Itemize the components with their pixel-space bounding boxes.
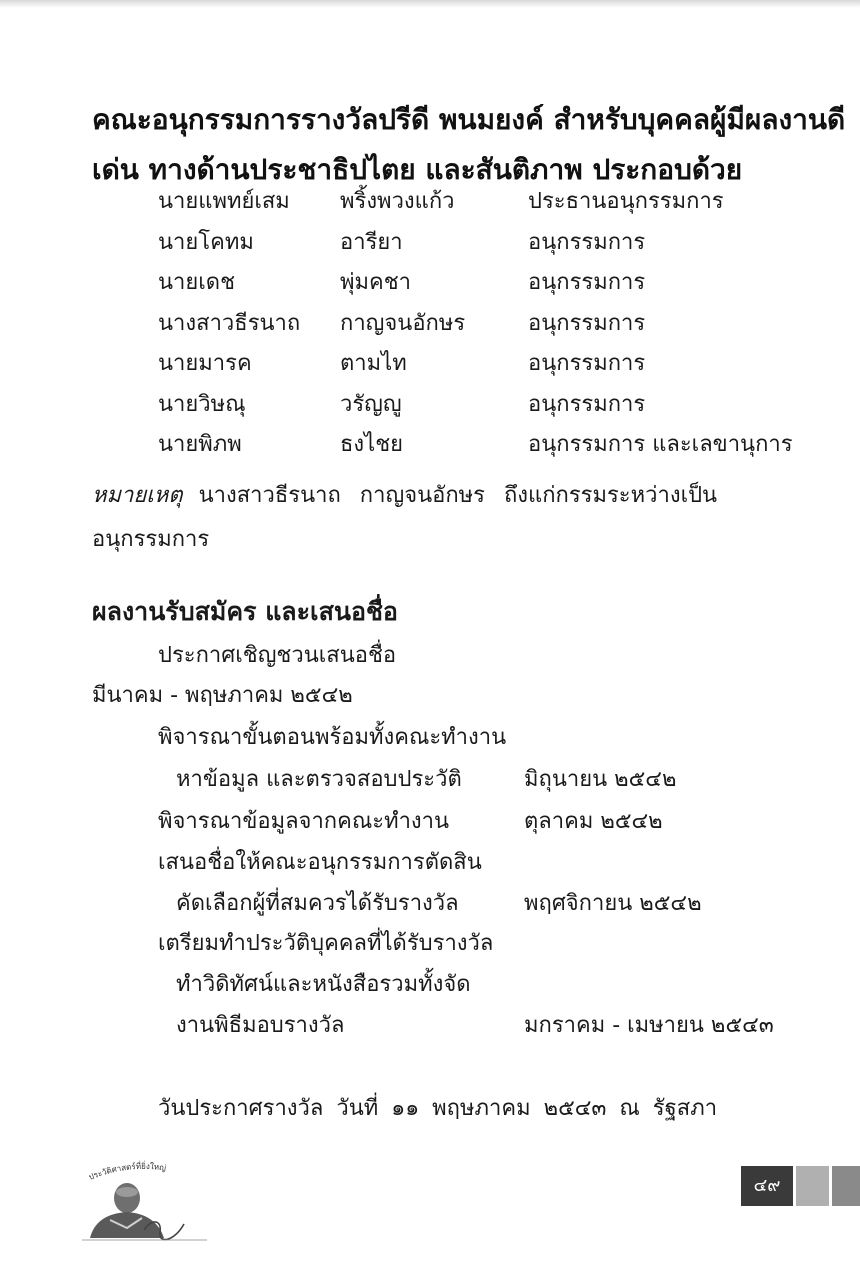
note-paragraph bbox=[92, 474, 804, 562]
member-last-name: ตามไท bbox=[340, 351, 407, 376]
note-text: นางสาวธีรนาถ กาญจนอักษร ถึงแก่กรรมระหว่างเป็น bbox=[198, 483, 718, 508]
schedule-step-4b: ทำวิดิทัศน์และหนังสือรวมทั้งจัด bbox=[176, 972, 471, 997]
member-first-name: นายพิภพ bbox=[158, 432, 242, 457]
note-label: หมายเหตุ bbox=[92, 483, 183, 508]
member-role: อนุกรรมการ และเลขานุการ bbox=[528, 432, 793, 457]
page-top-edge bbox=[0, 0, 860, 8]
member-last-name: ธงไชย bbox=[340, 432, 404, 457]
member-last-name: วรัญญู bbox=[340, 391, 402, 417]
note-line-2: อนุกรรมการ bbox=[92, 527, 210, 552]
schedule-step-4a: เตรียมทำประวัติบุคคลที่ได้รับรางวัล bbox=[158, 931, 494, 956]
member-last-name: อารียา bbox=[340, 229, 403, 255]
portrait-logo-graphic bbox=[82, 1158, 212, 1248]
schedule-step-2: พิจารณาข้อมูลจากคณะทำงาน bbox=[158, 809, 450, 834]
logo-arc-text: ประวัติศาสตร์ที่ยิ่งใหญ่ bbox=[87, 1161, 167, 1182]
portrait-logo bbox=[82, 1158, 212, 1248]
member-first-name: นายวิษณุ bbox=[158, 391, 246, 417]
member-role: อนุกรรมการ bbox=[528, 391, 646, 417]
page-tab-dark-block bbox=[829, 1166, 860, 1206]
schedule-title: ผลงานรับสมัคร และเสนอชื่อ bbox=[92, 597, 398, 626]
heading-line-1: คณะอนุกรรมการรางวัลปรีดี พนมยงค์ สำหรับบุคคลผู้มีผลงานดี bbox=[92, 103, 846, 136]
page-number-tab bbox=[741, 1166, 860, 1206]
heading-line-2: เด่น ทางด้านประชาธิปไตย และสันติภาพ ประกอบด้วย bbox=[92, 153, 743, 186]
member-role: อนุกรรมการ bbox=[528, 351, 646, 376]
member-last-name: พริ้งพวงแก้ว bbox=[340, 189, 455, 214]
schedule-invite: ประกาศเชิญชวนเสนอชื่อ bbox=[158, 643, 397, 668]
award-announcement: วันประกาศรางวัล วันที่ ๑๑ พฤษภาคม ๒๕๔๓ ณ รัฐสภา bbox=[158, 1096, 718, 1121]
schedule-step-3a: เสนอชื่อให้คณะอนุกรรมการตัดสิน bbox=[158, 850, 482, 875]
member-row bbox=[158, 427, 818, 468]
schedule-step-3-date: พฤศจิกายน ๒๕๔๒ bbox=[524, 891, 702, 916]
schedule-step-2-date: ตุลาคม ๒๕๔๒ bbox=[524, 809, 663, 834]
schedule-step-4c: งานพิธีมอบรางวัล bbox=[176, 1013, 345, 1038]
member-row bbox=[158, 184, 818, 225]
page-tab-light-block bbox=[793, 1166, 829, 1206]
member-role: อนุกรรมการ bbox=[528, 270, 646, 295]
member-last-name: กาญจนอักษร bbox=[340, 310, 466, 336]
member-first-name: นายโคทม bbox=[158, 229, 254, 255]
svg-text:ประวัติศาสตร์ที่ยิ่งใหญ่ bbox=[87, 1160, 166, 1182]
member-role: ประธานอนุกรรมการ bbox=[528, 189, 724, 214]
schedule-step-4-date: มกราคม - เมษายน ๒๕๔๓ bbox=[524, 1013, 774, 1038]
page-number: ๔๙ bbox=[741, 1166, 793, 1206]
member-role: อนุกรรมการ bbox=[528, 229, 646, 255]
member-last-name: พุ่มคชา bbox=[340, 270, 412, 295]
member-role: อนุกรรมการ bbox=[528, 310, 646, 336]
member-row bbox=[158, 306, 818, 347]
member-row bbox=[158, 387, 818, 428]
member-first-name: นางสาวธีรนาถ bbox=[158, 310, 301, 336]
member-first-name: นายแพทย์เสม bbox=[158, 189, 290, 214]
note-line-1 bbox=[92, 474, 804, 518]
member-row bbox=[158, 346, 818, 387]
schedule-step-1-date: มิถุนายน ๒๕๔๒ bbox=[524, 767, 677, 792]
member-first-name: นายมารค bbox=[158, 351, 252, 376]
schedule-invite-date: มีนาคม - พฤษภาคม ๒๕๔๒ bbox=[92, 683, 353, 708]
schedule-step-3b: คัดเลือกผู้ที่สมควรได้รับรางวัล bbox=[176, 891, 459, 916]
schedule-step-1a: พิจารณาขั้นตอนพร้อมทั้งคณะทำงาน bbox=[158, 725, 507, 750]
committee-member-list bbox=[158, 184, 818, 468]
section-heading bbox=[92, 95, 846, 195]
schedule-step-1b: หาข้อมูล และตรวจสอบประวัติ bbox=[176, 767, 462, 792]
member-row bbox=[158, 265, 818, 306]
member-row bbox=[158, 225, 818, 266]
member-first-name: นายเดช bbox=[158, 270, 236, 295]
